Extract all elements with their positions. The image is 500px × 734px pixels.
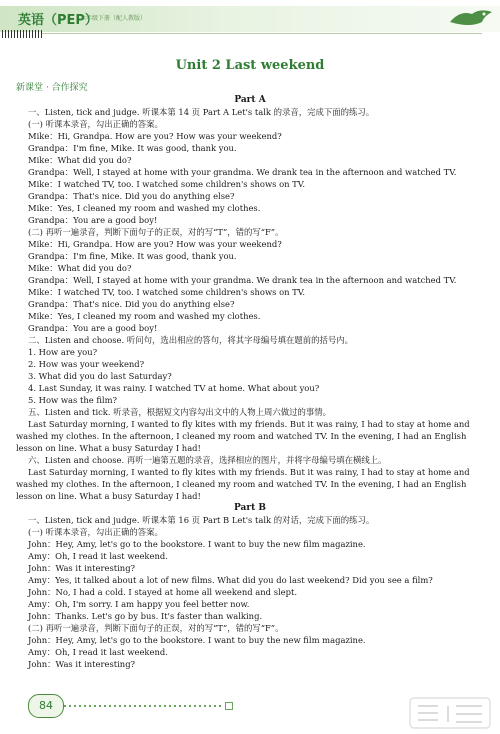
text-line: 2. How was your weekend?	[28, 359, 145, 369]
header-rule	[42, 33, 482, 34]
text-line: Mike：Yes, I cleaned my room and washed my clothes.	[28, 311, 261, 321]
text-line: Amy：Oh, I read it last weekend.	[28, 647, 168, 657]
text-line: 六、Listen and choose. 再听一遍第五题的录音，选择相应的图片，并将字母编号填在横线上。	[28, 455, 387, 465]
text-line: 五、Listen and tick. 听录音，根据短文内容勾出文中的人物上周六做过的事情。	[28, 407, 331, 417]
text-line: Last Saturday morning, I wanted to fly kites with my friends. But it was rainy, I had to stay at home and	[28, 467, 470, 477]
subject-title: 英语（PEP）	[18, 13, 98, 28]
text-line: 5. How was the film?	[28, 395, 118, 405]
bird-icon	[448, 4, 494, 30]
text-line: John：Thanks. Let's go by bus. It's faster than walking.	[28, 611, 263, 621]
text-line: Grandpa：You are a good boy!	[28, 323, 158, 333]
section-heading: 新课堂 · 合作探究	[16, 83, 88, 93]
text-line: Mike：I watched TV, too. I watched some children's shows on TV.	[28, 287, 306, 297]
footer-dots	[64, 705, 224, 707]
text-line: Amy：Yes, it talked about a lot of new films. What did you do last weekend? Did you see a film?	[28, 575, 433, 585]
text-line: Amy：Oh, I'm sorry. I am happy you feel better now.	[28, 599, 250, 609]
text-line: Mike：I watched TV, too. I watched some children's shows on TV.	[28, 179, 306, 189]
grade-label: 六年级下册（配人教版）	[80, 15, 147, 22]
text-line: Mike：What did you do?	[28, 155, 132, 165]
text-line: lesson on line. What a busy Saturday I had!	[16, 443, 201, 453]
text-line: (一) 听课本录音，勾出正确的答案。	[28, 527, 163, 537]
text-line: Part A	[234, 95, 266, 105]
text-line: John：Was it interesting?	[28, 659, 136, 669]
unit-title: Unit 2 Last weekend	[175, 58, 325, 73]
footer-square-icon	[225, 702, 233, 710]
watermark-logo-icon	[408, 696, 492, 730]
text-line: Mike：Hi, Grandpa. How are you? How was your weekend?	[28, 131, 282, 141]
text-line: Last Saturday morning, I wanted to fly kites with my friends. But it was rainy, I had to stay at home and	[28, 419, 470, 429]
text-line: Grandpa：Well, I stayed at home with your grandma. We drank tea in the afternoon and watched TV.	[28, 167, 457, 177]
text-line: John：Hey, Amy, let's go to the bookstore. I want to buy the new film magazine.	[28, 539, 366, 549]
text-line: 1. How are you?	[28, 347, 98, 357]
text-line: Grandpa：That's nice. Did you do anything else?	[28, 299, 235, 309]
text-line: 二、Listen and choose. 听问句，选出相应的答句，将其字母编号填在题前的括号内。	[28, 335, 353, 345]
text-line: 一、Listen, tick and judge. 听课本第 14 页 Part A Let's talk 的录音，完成下面的练习。	[28, 107, 375, 117]
text-line: Grandpa：I'm fine, Mike. It was good, thank you.	[28, 251, 237, 261]
text-line: Grandpa：I'm fine, Mike. It was good, thank you.	[28, 143, 237, 153]
text-line: (二) 再听一遍录音，判断下面句子的正误，对的写“T”，错的写“F”。	[28, 227, 284, 237]
text-line: 3. What did you do last Saturday?	[28, 371, 172, 381]
text-line: John：No, I had a cold. I stayed at home all weekend and slept.	[28, 587, 298, 597]
text-line: Mike：What did you do?	[28, 263, 132, 273]
text-line: Mike：Hi, Grandpa. How are you? How was your weekend?	[28, 239, 282, 249]
text-line: 一、Listen, tick and judge. 听课本第 16 页 Part B Let's talk 的对话，完成下面的练习。	[28, 515, 375, 525]
text-line: lesson on line. What a busy Saturday I had!	[16, 491, 201, 501]
text-line: Grandpa：Well, I stayed at home with your grandma. We drank tea in the afternoon and watched TV.	[28, 275, 457, 285]
text-line: Mike：Yes, I cleaned my room and washed my clothes.	[28, 203, 261, 213]
text-line: 4. Last Sunday, it was rainy. I watched TV at home. What about you?	[28, 383, 320, 393]
text-line: (二) 再听一遍录音，判断下面句子的正误，对的写“T”，错的写“F”。	[28, 623, 284, 633]
text-line: Grandpa：You are a good boy!	[28, 215, 158, 225]
text-line: Part B	[234, 503, 266, 513]
ruler-ticks	[2, 30, 42, 38]
text-line: John：Hey, Amy, let's go to the bookstore. I want to buy the new film magazine.	[28, 635, 366, 645]
text-line: washed my clothes. In the afternoon, I cleaned my room and watched TV. In the evening, I had an English	[16, 431, 467, 441]
text-line: washed my clothes. In the afternoon, I cleaned my room and watched TV. In the evening, I had an English	[16, 479, 467, 489]
page-header	[0, 0, 500, 38]
text-line: (一) 听课本录音，勾出正确的答案。	[28, 119, 163, 129]
text-line: Amy：Oh, I read it last weekend.	[28, 551, 168, 561]
text-line: John：Was it interesting?	[28, 563, 136, 573]
text-line: Grandpa：That's nice. Did you do anything else?	[28, 191, 235, 201]
page-number: 84	[28, 694, 64, 718]
